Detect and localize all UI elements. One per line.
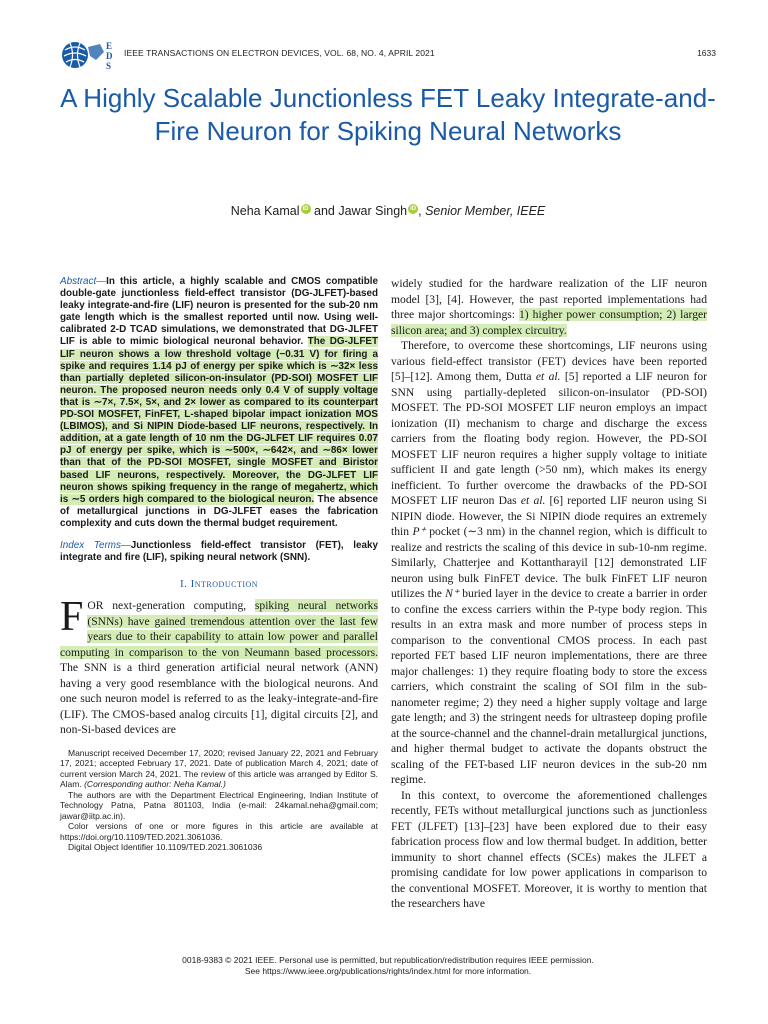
page-number: 1633: [697, 48, 716, 58]
body-highlight: 1) higher power consumption; 2) larger silicon area; and 3) complex circuitry.: [391, 308, 707, 337]
section-number: I.: [179, 578, 191, 591]
footnote-affiliation: The authors are with the Department Electrical Engineering, Indian Institute of Technology Patna, Patna 801103, India (e-mail: 24kamal.neha@gmail.com; jawar@iitp.ac.in).: [60, 789, 378, 821]
body-paragraph: widely studied for the hardware realization of the LIF neuron model [3], [4]. However, the past reported implementations had three major shortcomings: 1) higher power consumption; 2) larger silicon area; and 3) complex circuitry.: [391, 277, 707, 337]
right-column: [391, 276, 707, 912]
intro-highlight: spiking neural networks (SNNs) have gained tremendous attention over the last few years due to their capability to attain low power and parallel computing in comparison to the von Neumann based processors.: [60, 599, 378, 659]
author-name: Neha Kamal: [230, 204, 300, 218]
svg-text:D: D: [106, 51, 113, 61]
author-line: [60, 204, 716, 218]
drop-cap: F: [60, 594, 84, 641]
page-header: [60, 38, 716, 72]
body-paragraph: In this context, to overcome the aforementioned challenges recently, FETs without metallurgical junctions such as junctionless FET (JLFET) [13]–[23] have been explored due to their easy fabrication process flow and low thermal budget. In addition, better immunity to short channel effects (SCEs) makes the JLFET a promising candidate for low power applications in comparison to the conventional MOSFET. Moreover, it is worthy to mention that the researchers have: [391, 788, 707, 910]
author-separator: ,: [418, 204, 426, 218]
section-title: Introduction: [190, 578, 259, 591]
index-terms: [60, 540, 378, 564]
index-terms-text: Junctionless field-effect transistor (FET), leaky integrate and fire (LIF), spiking neural network (SNN).: [60, 539, 378, 564]
paper-title: A Highly Scalable Junctionless FET Leaky Integrate-and-Fire Neuron for Spiking Neural Networks: [60, 83, 716, 146]
index-terms-dash: —: [120, 539, 131, 551]
copyright-line: 0018-9383 © 2021 IEEE. Personal use is permitted, but republication/redistribution requires IEEE permission.: [182, 955, 594, 965]
svg-text:E: E: [106, 41, 113, 51]
author-name: and Jawar Singh: [310, 204, 408, 218]
footnote-manuscript: Manuscript received December 17, 2020; revised January 22, 2021 and February 17, 2021; accepted February 17, 2021. Date of publication March 4, 2021; date of current version March 24, 2021. The review of this article was arranged by Editor S. Alam. (Corresponding author: Neha Kamal.): [60, 747, 378, 790]
section-heading: [60, 578, 378, 590]
body-paragraph: Therefore, to overcome these shortcomings, LIF neurons using various field-effect transistor (FET) devices have been reported [5]–[12]. Among them, Dutta et al. [5] reported a LIF neuron for SNN using partially-depleted silicon-on-insulator (PD-SOI) MOSFET. The PD-SOI MOSFET LIF neuron employs an impact ionization (II) mechanism to charge and discharge the excess carriers from the floating body region. However, the PD-SOI MOSFET LIF neuron requires a higher supply voltage to initiate sufficient II and gate length (>50 nm), which makes its energy inefficient. To further overcome the drawbacks of the PD-SOI MOSFET LIF neuron Das et al. [6] reported LIF neuron using Si NIPIN diode. However, the Si NIPIN diode requires an extremely thin P⁺ pocket (∼3 nm) in the channel region, which is difficult to realize and restricts the scaling of this device in sub-10-nm regime. Similarly, Chatterjee and Kottantharayil [12] demonstrated LIF neuron using bulk FinFET device. The bulk FinFET LIF neuron utilizes the N⁺ buried layer in the device to create a barrier in order to confine the excess carriers within the P-type body region. This results in an extra mask and more number of process steps in comparison to the conventional CMOS process. In each past reported FET based LIF neuron implementations, there are three major challenges: 1) they require floating body to store the excess carriers, which constraint the scaling of SOI film in the sub-nanometer regime; 2) they need a higher supply voltage and large gate length; and 3) the stringent needs for ultrasteep doping profile at the source-channel and the channel-drain metallurgical junctions, and higher thermal budget to activate the dopants obstruct the scaling of the FET-based LIF neuron devices in the sub-20 nm regime.: [391, 339, 707, 786]
abstract-text: The absence of metallurgical junctions in DG-JLFET eases the fabrication complexity and cuts down the thermal budget requirement.: [60, 493, 378, 529]
author-role: Senior Member, IEEE: [425, 204, 546, 218]
corresponding-author: (Corresponding author: Neha Kamal.): [84, 779, 226, 790]
abstract-label: Abstract: [60, 276, 97, 287]
intro-text: The SNN is a third generation artificial neural network (ANN) having a very good resemblance with the biological neurons. And one such neuron model is referred to as the leaky-integrate-and-fire (LIF). The CMOS-based analog circuits [1], digital circuits [2], and non-Si-based devices are: [60, 661, 378, 737]
abstract-dash: —: [96, 276, 107, 287]
journal-name: IEEE TRANSACTIONS ON ELECTRON DEVICES, VOL. 68, NO. 4, APRIL 2021: [124, 48, 435, 58]
abstract: [60, 276, 378, 530]
footnote-color: Color versions of one or more figures in this article are available at https://doi.org/10.1109/TED.2021.3061036.: [60, 821, 378, 842]
abstract-highlight: The DG-JLFET LIF neuron shows a low threshold voltage (−0.31 V) for firing a spike and requires 1.14 pJ of energy per spike which is ∼32× less than partially depleted silicon-on-insulator (PD-SOI) MOSFET LIF neuron. The proposed neuron needs only 0.4 V of supply voltage that is ∼7×, 7.5×, 5×, and 2× lower as compared to its counterpart PD-SOI MOSFET, FinFET, L-shaped bipolar impact ionization MOS (LBIMOS), and Si NIPIN Diode-based LIF neurons, respectively. In addition, at a gate length of 10 nm the DG-JLFET LIF requires 0.07 pJ of energy per spike, which is ∼500×, ∼642×, and ∼86× lower than that of the PD-SOI MOSFET, single MOSFET and Biristor based LIF neurons, respectively. Moreover, the DG-JLFET LIF neuron shows spiking frequency in the range of megahertz, which is ∼5 orders high compared to the biological neuron.: [60, 336, 378, 505]
left-column: [60, 276, 378, 853]
eds-logo-icon: [60, 38, 118, 72]
abstract-text: In this article, a highly scalable and CMOS compatible double-gate junctionless field-effect transistor (DG-JLFET)-based leaky integrate-and-fire (LIF) neuron is presented for the sub-20 nm gate length which is the smallest reported until now. Using well-calibrated 2-D TCAD simulations, we demonstrated that DG-JLFET LIF is able to mimic biological neuronal behavior.: [60, 276, 378, 348]
page-footer: [60, 955, 716, 977]
orcid-icon[interactable]: iD: [410, 206, 417, 212]
footnotes: [60, 748, 378, 853]
svg-text:S: S: [106, 61, 112, 71]
orcid-icon[interactable]: iD: [302, 206, 309, 212]
intro-paragraph: [60, 594, 378, 738]
intro-text: OR next-generation computing,: [87, 599, 255, 613]
footnote-doi: Digital Object Identifier 10.1109/TED.2021.3061036: [68, 842, 263, 853]
rights-line: See https://www.ieee.org/publications/rights/index.html for more information.: [244, 966, 532, 976]
index-terms-label: Index Terms: [60, 539, 121, 551]
